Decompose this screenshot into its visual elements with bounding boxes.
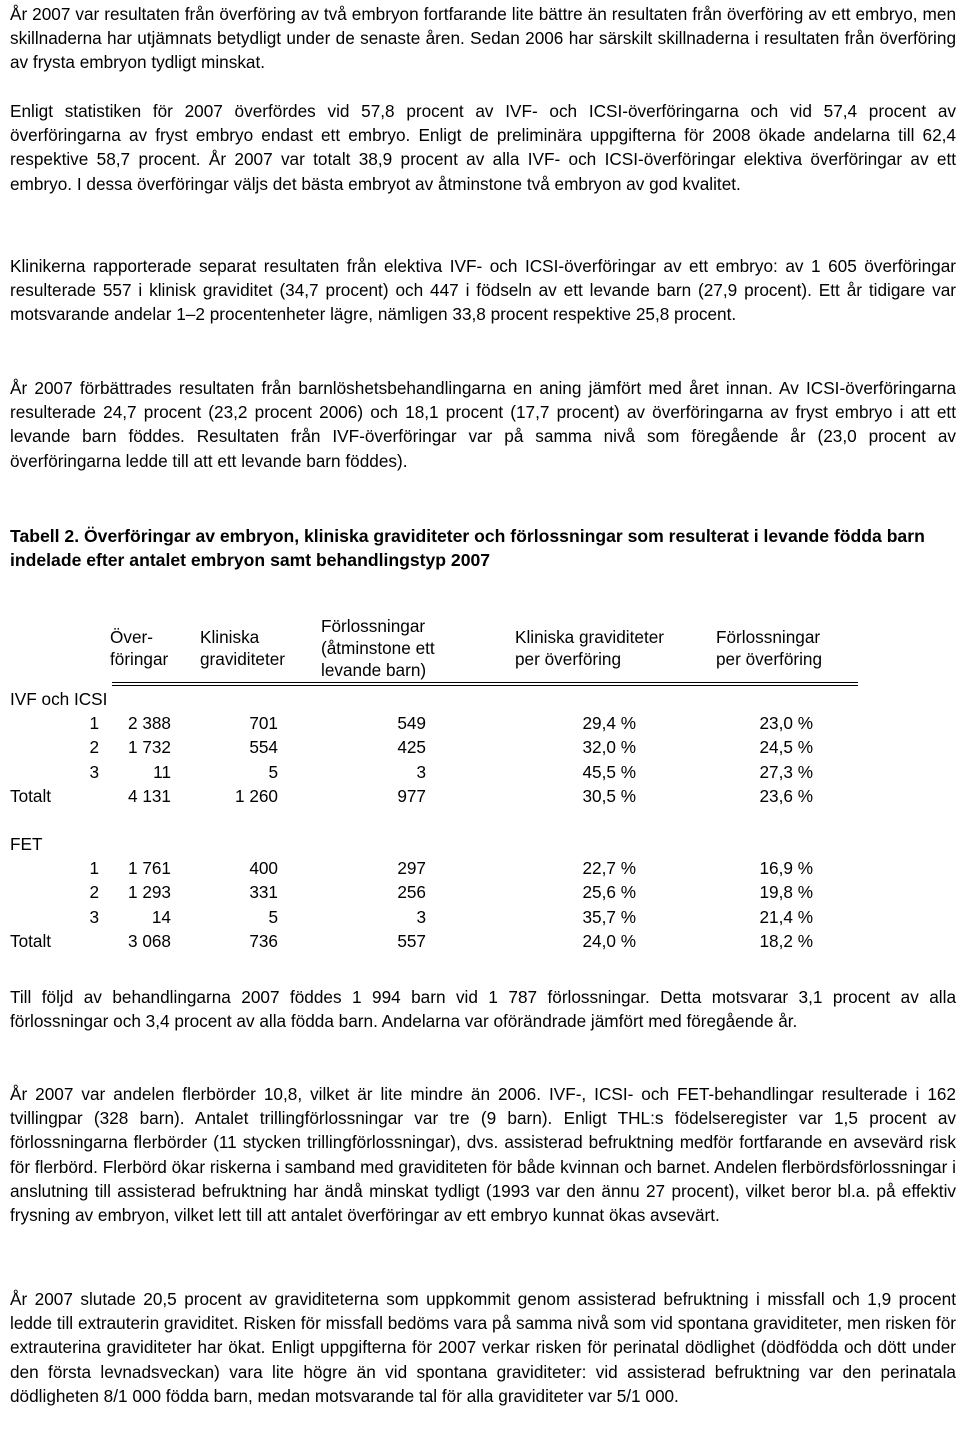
table-cell-deliveries: 256: [397, 882, 426, 903]
paragraph-miscarriage-risk: År 2007 slutade 20,5 procent av graviditeterna som uppkommit genom assisterad befruktning i missfall och 1,9 procent ledde till extrauterin graviditet. Risken för missfall bedöms vara på samma nivå som vid spontana graviditeter, men risken för extrauterina graviditeter har ökat. Enligt uppgifterna för 2007 verkar risken för perinatal dödlighet (dödfödda och dött under den första levnadsveckan) vara lite högre än vid spontana graviditeter: vid assisterad befruktning var den perinatala dödligheten 8/1 000 födda barn, medan motsvarande tal för alla graviditeter var 5/1 000.: [10, 1289, 956, 1406]
total-cell-deliveries: 557: [397, 930, 426, 951]
table-cell-clinical-pct: 25,6 %: [582, 882, 636, 903]
header-deliveries-per-transfer: [716, 626, 822, 670]
header-deliveries-line3: levande barn): [321, 660, 427, 680]
header-rule-top: [112, 682, 858, 683]
table-cell-clinical: 5: [268, 906, 278, 927]
total-cell-transfers: 4 131: [127, 785, 171, 806]
total-cell-deliv-pct: 23,6 %: [759, 785, 813, 806]
header-transfers: [110, 626, 168, 670]
table-cell-deliv-pct: 27,3 %: [759, 761, 813, 782]
table-cell-emb: 3: [89, 906, 99, 927]
total-cell-clinical-pct: 30,5 %: [582, 785, 636, 806]
paragraph-single-vs-double-transfer: År 2007 var resultaten från överföring av två embryon fortfarande lite bättre än resultaten från överföring av ett embryo, men skillnaderna har utjämnats betydligt under de senaste åren. Sedan 2006 har särskilt skillnaderna i resultaten från överföring av frysta embryon tydligt minskat.: [10, 4, 956, 73]
table-cell-clinical-pct: 29,4 %: [582, 713, 636, 734]
total-cell-clinical: 1 260: [234, 785, 278, 806]
table-cell-transfers: 1 732: [127, 737, 171, 758]
paragraph-births: Till följd av behandlingarna 2007 föddes 1 994 barn vid 1 787 förlossningar. Detta motsvarar 3,1 procent av alla förlossningar och 3,4 procent av alla födda barn. Andelarna var oförändrade jämfört med föregående år.: [10, 987, 956, 1032]
table-cell-emb: 2: [89, 737, 99, 758]
table-cell-transfers: 11: [153, 761, 171, 782]
table-cell-emb: 3: [89, 761, 99, 782]
header-transfers-line2: föringar: [110, 649, 169, 669]
table-cell-clinical-pct: 22,7 %: [582, 858, 636, 879]
table-cell-deliveries: 297: [397, 858, 426, 879]
total-cell-deliv-pct: 18,2 %: [759, 930, 813, 951]
table-cell-deliv-pct: 19,8 %: [759, 882, 813, 903]
header-clinical-line2: graviditeter: [200, 649, 286, 669]
table-cell-transfers: 1 761: [127, 858, 171, 879]
group-label: IVF och ICSI: [10, 689, 108, 709]
table-cell-transfers: 2 388: [127, 713, 171, 734]
table-cell-clinical: 400: [249, 858, 278, 879]
table-cell-deliv-pct: 21,4 %: [759, 906, 813, 927]
table-cell-transfers: 14: [151, 906, 171, 927]
paragraph-multiple-births: År 2007 var andelen flerbörder 10,8, vilket är lite mindre än 2006. IVF-, ICSI- och FET-behandlingar resulterade i 162 tvillingpar (328 barn). Antalet trillingförlossningar var tre (9 barn). Enligt THL:s födelseregister var 1,5 procent av förlossningarna flerbörder (11 stycken trillingförlossningar), dvs. assisterad befruktning medför fortfarande en avsevärd risk för flerbörd. Flerbörd ökar riskerna i samband med graviditeten för både kvinnan och barnet. Andelen flerbördsförlossningar i anslutning till assisterad befruktning har ändå minskat tydligt (1993 var den ännu 27 procent), vilket beror bl.a. på effektiv frysning av embryon, vilket lett till att antalet överföringar av ett embryo kunnat ökas avsevärt.: [10, 1084, 956, 1226]
table-cell-deliv-pct: 16,9 %: [759, 858, 813, 879]
table-title: Tabell 2. Överföringar av embryon, kliniska graviditeter och förlossningar som resulterat i levande födda barn indelade efter antalet embryon samt behandlingstyp 2007: [10, 526, 925, 571]
header-deliveries-per-line1: Förlossningar: [716, 627, 821, 647]
header-deliveries-line1: Förlossningar: [321, 616, 426, 636]
group-label: FET: [10, 834, 43, 854]
paragraph-elective-transfers: Klinikerna rapporterade separat resultaten från elektiva IVF- och ICSI-överföringar av ett embryo: av 1 605 överföringar resulterade 557 i klinisk graviditet (34,7 procent) och 447 i födseln av ett levande barn (27,9 procent). Ett år tidigare var motsvarande andelar 1–2 procentenheter lägre, nämligen 33,8 procent respektive 25,8 procent.: [10, 256, 956, 325]
table-cell-clinical-pct: 32,0 %: [582, 737, 636, 758]
table-cell-deliv-pct: 24,5 %: [759, 737, 813, 758]
table-cell-clinical: 5: [268, 761, 278, 782]
header-transfers-line1: Över-: [110, 627, 153, 647]
table-cell-deliveries: 425: [397, 737, 426, 758]
header-clinical-line1: Kliniska: [200, 627, 260, 647]
total-cell-clinical: 736: [249, 930, 278, 951]
table-cell-deliv-pct: 23,0 %: [759, 713, 813, 734]
header-deliveries-per-line2: per överföring: [716, 649, 823, 669]
table-cell-clinical: 554: [249, 737, 278, 758]
header-deliveries-line2: (åtminstone ett: [321, 638, 435, 658]
header-clinical-per-transfer: [515, 626, 664, 670]
paragraph-single-embryo-statistics: Enligt statistiken för 2007 överfördes vid 57,8 procent av IVF- och ICSI-överföringarna och vid 57,4 procent av överföringarna av fryst embryo endast ett embryo. Enligt de preliminära uppgifterna för 2008 ökade andelarna till 62,4 respektive 58,7 procent. År 2007 var totalt 38,9 procent av alla IVF- och ICSI-överföringar elektiva överföringar av ett embryo. I dessa överföringar väljs det bästa embryot av åtminstone två embryon av god kvalitet.: [10, 101, 956, 194]
header-clinical: [200, 626, 285, 670]
table-cell-deliveries: 549: [397, 713, 426, 734]
header-clinical-per-line2: per överföring: [515, 649, 622, 669]
total-label: Totalt: [10, 785, 52, 806]
table-cell-deliveries: 3: [416, 906, 426, 927]
total-cell-transfers: 3 068: [127, 930, 171, 951]
table-cell-clinical: 331: [249, 882, 278, 903]
table-cell-clinical-pct: 45,5 %: [582, 761, 636, 782]
paragraph-treatment-results: År 2007 förbättrades resultaten från barnlöshetsbehandlingarna en aning jämfört med året innan. Av ICSI-överföringarna resulterade 24,7 procent (23,2 procent 2006) och 18,1 procent (17,7 procent) av överföringarna av fryst embryo i att ett levande barn föddes. Resultaten från IVF-överföringar var på samma nivå som föregående år (23,0 procent av överföringarna ledde till att ett levande barn föddes).: [10, 378, 956, 471]
table-cell-deliveries: 3: [416, 761, 426, 782]
table-cell-emb: 1: [89, 713, 99, 734]
total-cell-deliveries: 977: [397, 785, 426, 806]
header-clinical-per-line1: Kliniska graviditeter: [515, 627, 665, 647]
table-cell-transfers: 1 293: [127, 882, 171, 903]
total-cell-clinical-pct: 24,0 %: [582, 930, 636, 951]
table-cell-emb: 2: [89, 882, 99, 903]
total-label: Totalt: [10, 930, 52, 951]
table-cell-emb: 1: [89, 858, 99, 879]
header-deliveries: [321, 615, 435, 681]
header-rule-bottom: [112, 685, 858, 686]
table-cell-clinical: 701: [249, 713, 278, 734]
table-cell-clinical-pct: 35,7 %: [582, 906, 636, 927]
